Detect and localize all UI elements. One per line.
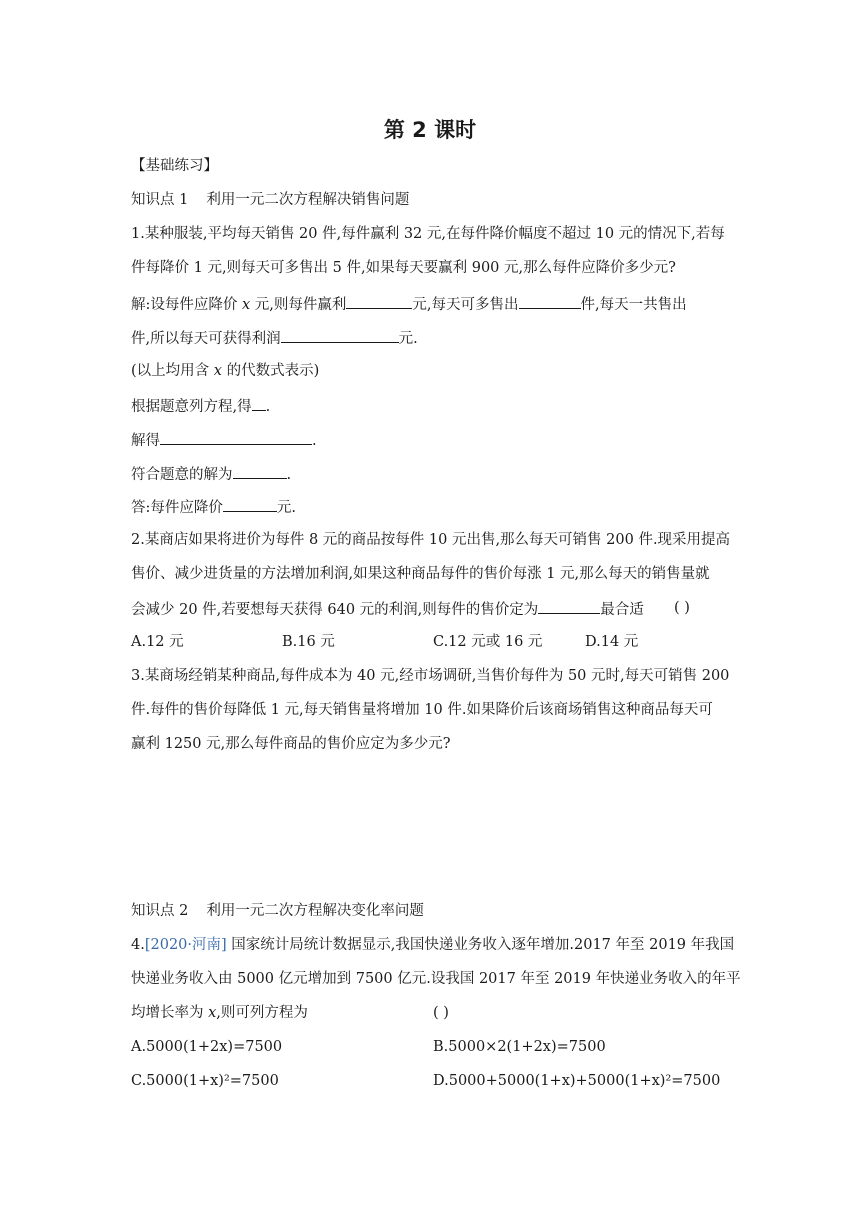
q2-answer-bracket[interactable]: ( ) <box>674 600 690 616</box>
q1-equation <box>131 395 270 417</box>
section-header: 【基础练习】 <box>131 158 218 174</box>
q1-sol-b: 元,则每件赢利 <box>250 297 347 313</box>
q1-answer-label: 答:每件应降价 <box>131 500 223 516</box>
blank-valid-solution[interactable] <box>233 463 287 479</box>
q1-sol-c: 元,每天可多售出 <box>412 297 519 313</box>
blank-profit-per-item[interactable] <box>346 293 412 309</box>
knowledge-point-2 <box>131 901 424 921</box>
kp1-label: 知识点 1 <box>131 192 189 208</box>
q4-variable: x <box>208 1005 217 1021</box>
kp2-title: 利用一元二次方程解决变化率问题 <box>206 903 424 919</box>
q2-line-3-a: 会减少 20 件,若要想每天获得 640 元的利润,则每件的售价定为 <box>131 602 539 618</box>
q2-line-2: 售价、减少进货量的方法增加利润,如果这种商品每件的售价每涨 1 元,那么每天的销售量就 <box>131 566 710 582</box>
q4-line-1-rest: 国家统计局统计数据显示,我国快递业务收入逐年增加.2017 年至 2019 年我国 <box>226 937 735 953</box>
q4-line-3 <box>131 1003 308 1023</box>
q1-valid <box>131 463 291 485</box>
q1-answer-end: 元. <box>276 500 296 516</box>
q1-eq-end: . <box>265 399 271 415</box>
q1-sol-a: 解:设每件应降价 <box>131 297 242 313</box>
q1-note <box>131 361 319 381</box>
q1-solution-line-2 <box>131 327 418 349</box>
q2-line-3 <box>131 598 644 620</box>
blank-equation[interactable] <box>252 395 266 411</box>
q1-sol2-a: 件,所以每天可获得利润 <box>131 331 281 347</box>
kp2-label: 知识点 2 <box>131 903 189 919</box>
blank-selling-price[interactable] <box>538 598 600 614</box>
q4-line-2: 快递业务收入由 5000 亿元增加到 7500 亿元.设我国 2017 年至 2019 年快递业务收入的年平 <box>131 971 741 987</box>
q4-line-3-b: ,则可列方程为 <box>216 1005 308 1021</box>
q1-note-variable: x <box>213 363 222 379</box>
q2-option-c[interactable]: C.12 元或 16 元 <box>433 634 543 650</box>
q2-option-d[interactable]: D.14 元 <box>585 634 639 650</box>
q1-sol2-b: 元. <box>398 331 418 347</box>
q1-valid-label: 符合题意的解为 <box>131 467 233 483</box>
q4-option-b[interactable]: B.5000×2(1+2x)=7500 <box>433 1039 606 1055</box>
q1-sol-d: 件,每天一共售出 <box>580 297 687 313</box>
knowledge-point-1 <box>131 190 409 210</box>
q1-valid-end: . <box>286 467 292 483</box>
q1-note-a: (以上均用含 <box>131 363 214 379</box>
q1-line-2: 件每降价 1 元,则每天可多售出 5 件,如果每天要赢利 900 元,那么每件应降价多少元? <box>131 260 676 276</box>
q4-source-tag: [2020·河南] <box>144 937 227 953</box>
kp1-title: 利用一元二次方程解决销售问题 <box>206 192 410 208</box>
q2-line-3-b: 最合适 <box>600 602 644 618</box>
q2-option-b[interactable]: B.16 元 <box>282 634 335 650</box>
q1-line-1: 1.某种服装,平均每天销售 20 件,每件赢利 32 元,在每件降价幅度不超过 10 元的情况下,若每 <box>131 226 725 242</box>
page-title: 第 2 课时 <box>383 118 477 142</box>
q3-line-3: 赢利 1250 元,那么每件商品的售价应定为多少元? <box>131 736 451 752</box>
q1-eq-label: 根据题意列方程,得 <box>131 399 252 415</box>
q4-option-c[interactable]: C.5000(1+x)²=7500 <box>131 1073 279 1089</box>
q1-solve-end: . <box>312 433 317 449</box>
q3-line-2: 件.每件的售价每降低 1 元,每天销售量将增加 10 件.如果降价后该商场销售这种商品每天可 <box>131 702 713 718</box>
q1-solution-line-1 <box>131 293 687 315</box>
blank-solutions[interactable] <box>160 429 312 445</box>
q4-line-3-a: 均增长率为 <box>131 1005 209 1021</box>
q1-answer <box>131 496 296 518</box>
q1-solve <box>131 429 317 451</box>
q4-option-d[interactable]: D.5000+5000(1+x)+5000(1+x)²=7500 <box>433 1073 721 1089</box>
q4-number: 4. <box>131 937 145 953</box>
q2-line-1: 2.某商店如果将进价为每件 8 元的商品按每件 10 元出售,那么每天可销售 200 件.现采用提高 <box>131 532 731 548</box>
q1-note-b: 的代数式表示) <box>221 363 320 379</box>
blank-daily-profit[interactable] <box>281 327 399 343</box>
q2-option-a[interactable]: A.12 元 <box>131 634 184 650</box>
blank-extra-sold[interactable] <box>519 293 581 309</box>
q3-line-1: 3.某商场经销某种商品,每件成本为 40 元,经市场调研,当售价每件为 50 元时,每天可销售 200 <box>131 668 730 684</box>
q4-option-a[interactable]: A.5000(1+2x)=7500 <box>131 1039 283 1055</box>
blank-answer[interactable] <box>223 496 277 512</box>
q1-solve-label: 解得 <box>131 433 160 449</box>
q4-line-1 <box>131 935 734 955</box>
q1-variable: x <box>242 297 251 313</box>
q4-answer-bracket[interactable]: ( ) <box>433 1005 449 1021</box>
